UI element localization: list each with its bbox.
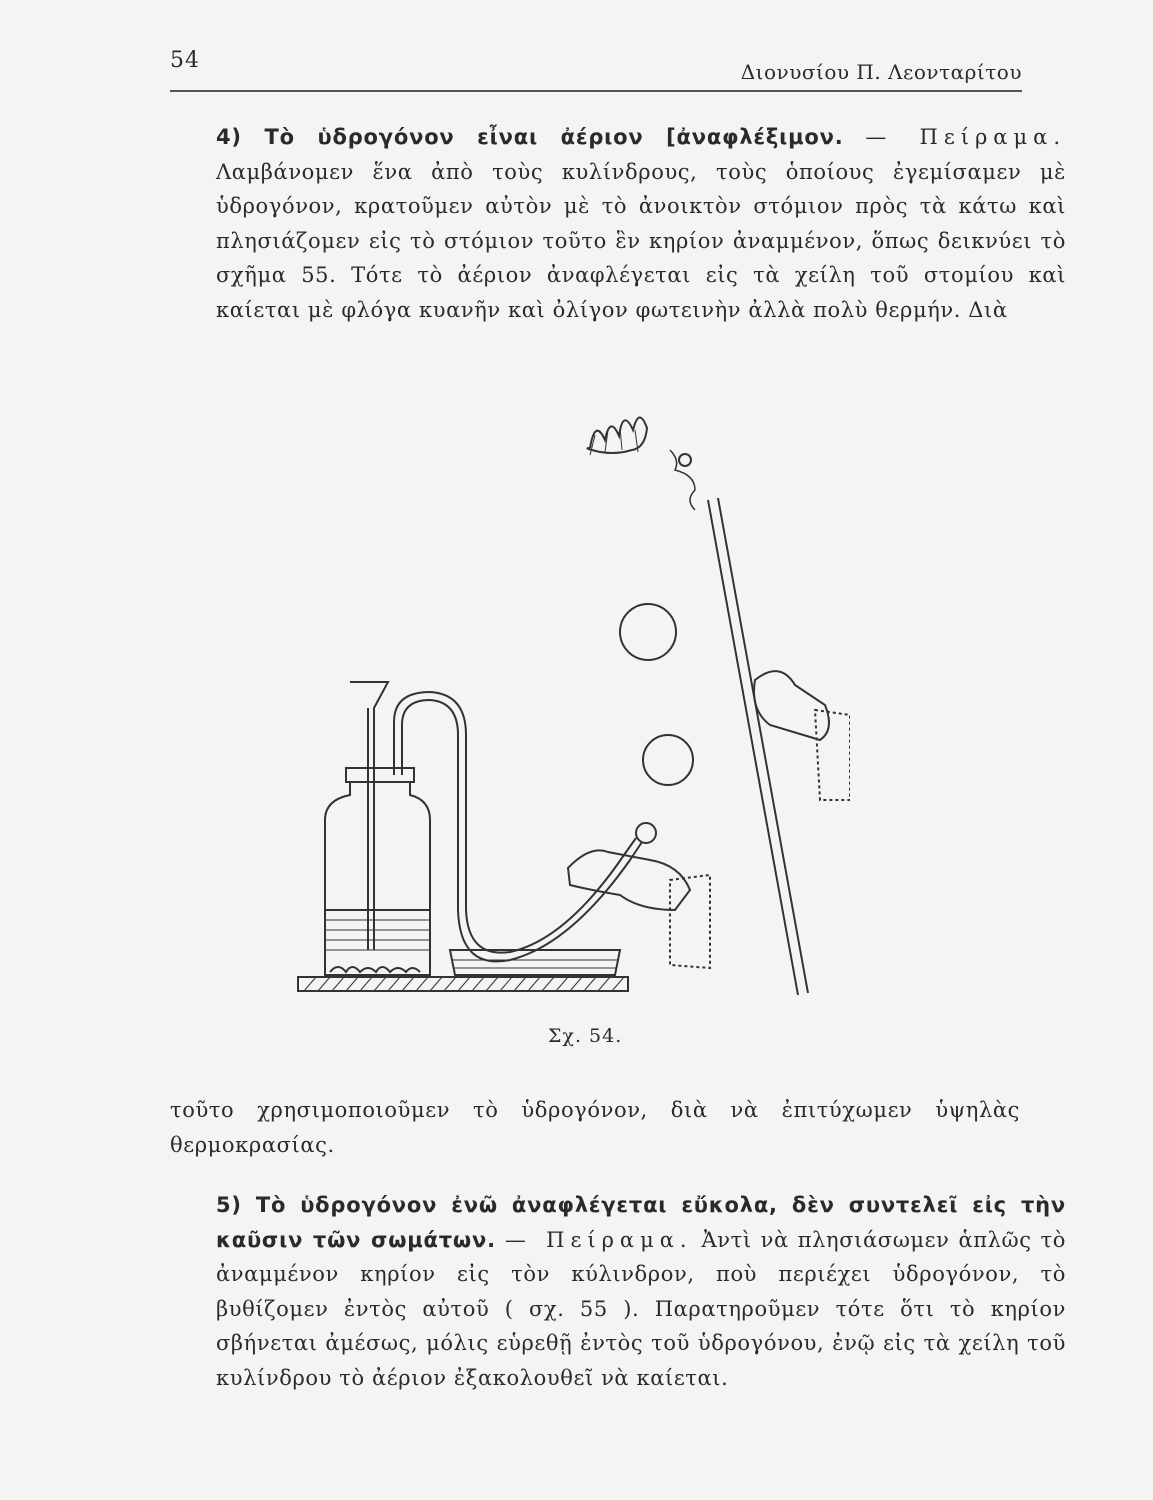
continuation-paragraph: τοῦτο χρησιμοποιοῦμεν τὸ ὑδρογόνον, διὰ νὰ ἐπιτύχωμεν ὑψηλὰς θερμοκρασίας. bbox=[170, 1098, 1020, 1157]
gas-bottle bbox=[325, 775, 430, 975]
delivery-tube bbox=[402, 700, 642, 961]
pipe-bulb bbox=[636, 823, 656, 843]
page-number: 54 bbox=[170, 48, 200, 73]
upper-hand bbox=[754, 671, 829, 740]
hydrogen-apparatus-figure bbox=[290, 390, 850, 1000]
header-rule bbox=[170, 90, 1022, 92]
taper-tip bbox=[679, 454, 691, 466]
section-4-heading: 4) Τὸ ὑδρογόνον εἶναι ἀέριον [ἀναφλέξιμον. bbox=[216, 125, 844, 149]
section-4-paragraph bbox=[170, 120, 1066, 327]
upper-sleeve bbox=[815, 710, 850, 800]
soap-bubble-lower bbox=[643, 735, 693, 785]
burning-flame bbox=[587, 417, 647, 453]
figure-caption: Σχ. 54. bbox=[548, 1025, 623, 1047]
running-head: Διονυσίου Π. Λεονταρίτου bbox=[740, 60, 1022, 84]
soap-bubble-upper bbox=[620, 604, 676, 660]
section-4-text: Λαμβάνομεν ἕνα ἀπὸ τοὺς κυλίνδρους, τοὺς ὁποίους ἐγεμίσαμεν μὲ ὑδρογόνον, κρατοῦμεν αὐτὸν μὲ τὸ ἀνοικτὸν στόμιον πρὸς τὰ κάτω καὶ πλησιάζομεν εἰς τὸ στόμιον τοῦτο ἓν κηρίον ἀναμμένον, ὅπως δεικνύει τὸ σχῆμα 55. Τότε τὸ ἀέριον ἀναφλέγεται εἰς τὰ χείλη τοῦ στομίου καὶ καίεται μὲ φλόγα κυανῆν καὶ ὀλίγον φωτεινὴν ἀλλὰ πολὺ θερμήν. Διὰ bbox=[216, 159, 1066, 322]
section-5-heading: 5) Τὸ ὑδρογόνον ἐνῶ ἀναφλέγεται εὔκολα, δὲν συντελεῖ εἰς τὴν καῦσιν τῶν σωμάτων. bbox=[216, 1193, 1066, 1252]
section-4-experiment-label: — Πείραμα. bbox=[865, 125, 1066, 149]
section-5-paragraph bbox=[170, 1188, 1066, 1395]
page-header bbox=[170, 42, 1022, 82]
water-dish bbox=[450, 950, 620, 975]
taper-rod bbox=[708, 500, 798, 995]
section-5-experiment-label: — Πείραμα. bbox=[504, 1227, 693, 1252]
section-5-text: Ἀντὶ νὰ πλησιάσωμεν ἁπλῶς τὸ ἀναμμένον κηρίον εἰς τὸν κύλινδρον, ποὺ περιέχει ὑδρογόνον, τὸ βυθίζομεν ἐντὸς αὐτοῦ ( σχ. 55 ). Παρατηροῦμεν τότε ὅτι τὸ κηρίον σβήνεται ἀμέσως, μόλις εὑρεθῇ ἐντὸς τοῦ ὑδρογόνου, ἐνῷ εἰς τὰ χείλη τοῦ κυλίνδρου τὸ ἀέριον ἐξακολουθεῖ νὰ καίεται. bbox=[216, 1227, 1067, 1390]
